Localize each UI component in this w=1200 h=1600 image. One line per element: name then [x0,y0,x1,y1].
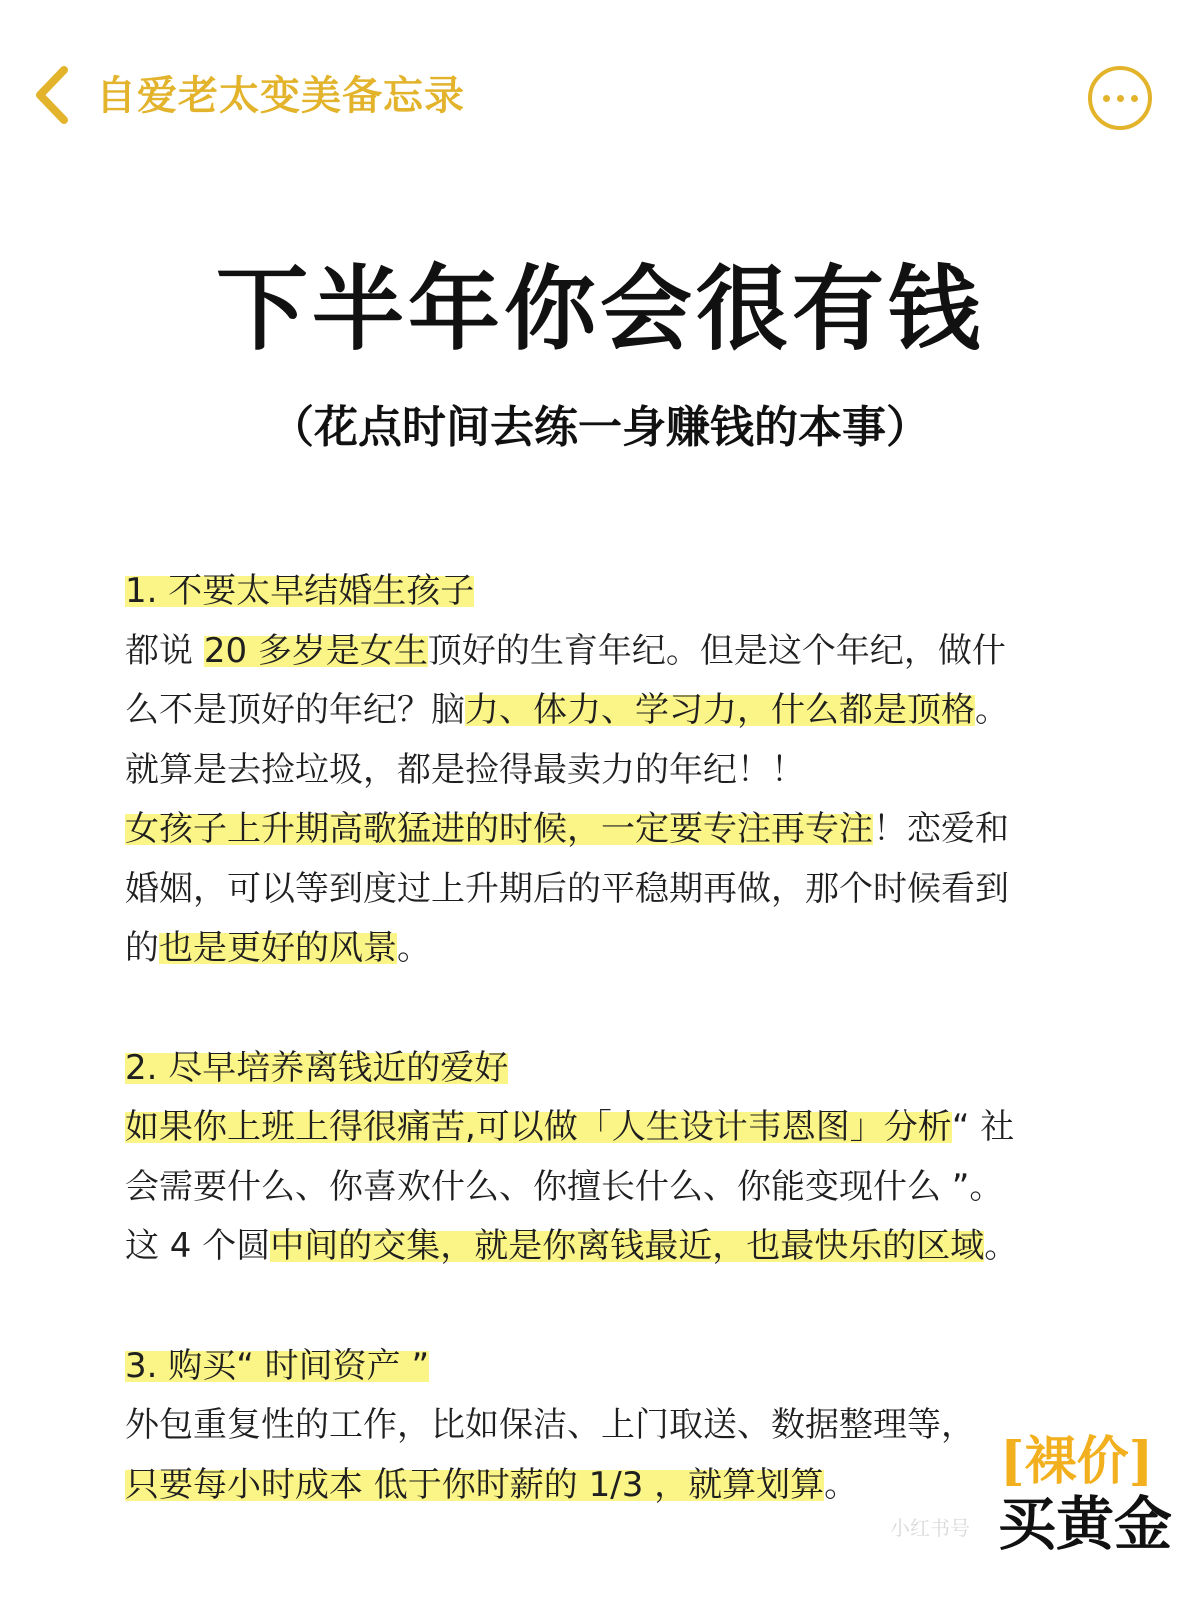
brand-stamp-top: [裸价] [1000,1431,1154,1492]
highlighted-text: 也是更好的风景 [159,928,397,968]
body-line [125,800,1085,860]
highlighted-text: 如果你上班上得很痛苦,可以做「人生设计韦恩图」分析 [125,1107,952,1147]
highlighted-text: 只要每小时成本 低于你时薪的 1/3 ，就算划算 [125,1464,825,1505]
text-run: ！恋爱和 [873,809,1009,849]
body-line [125,1098,1085,1158]
note-title: 自爱老太变美备忘录 [96,73,465,119]
body-line [125,681,1085,741]
text-run: 的 [125,928,159,968]
more-icon-dot [1131,95,1138,102]
heading-text: 3. 购买“ 时间资产 ” [125,1345,430,1386]
text-run: 外包重复性的工作，比如保洁、上门取送、数据整理等， [125,1405,975,1445]
more-icon-dot [1117,95,1124,102]
text-run: 顶好的生育年纪。但是这个年纪，做什 [427,630,1006,671]
text-run: 。 [975,690,1009,730]
text-run: 。 [824,1464,859,1505]
body-line [125,622,1085,682]
section-heading [125,562,1085,622]
text-run: 。 [984,1226,1019,1266]
more-icon [1103,95,1110,102]
section-spacer [125,979,1085,1039]
section-heading [125,1337,1085,1397]
body-line [125,860,1085,920]
page-subtitle: （花点时间去练一身赚钱的本事） [270,402,930,453]
text-run: 会需要什么、你喜欢什么、你擅长什么、你能变现什么 ”。 [125,1166,1004,1207]
text-run: “ 社 [951,1107,1015,1147]
note-body [125,562,1085,1515]
text-run: 婚姻，可以等到度过上升期后的平稳期再做，那个时候看到 [125,868,1009,909]
chevron-left-icon [32,64,72,126]
page-title: 下半年你会很有钱 [215,256,984,363]
body-line [125,1217,1085,1277]
text-run: 这 4 个圆 [125,1226,271,1266]
more-options-button[interactable] [1088,66,1152,130]
highlighted-text: 中间的交集，就是你离钱最近，也最快乐的区域 [270,1226,985,1266]
section-spacer [125,1277,1085,1337]
section-heading [125,1039,1085,1099]
highlighted-text: 力、体力、学习力，什么都是顶格 [465,690,975,730]
body-line [125,741,1085,801]
body-line [125,919,1085,979]
text-run: 么不是顶好的年纪？脑 [125,690,465,730]
top-navigation-bar [0,0,1200,190]
back-button[interactable] [22,60,82,130]
text-run: 就算是去捡垃圾，都是捡得最卖力的年纪！！ [125,749,805,790]
platform-watermark: 小红书号 [890,1516,970,1540]
body-line [125,1158,1085,1218]
highlighted-text: 女孩子上升期高歌猛进的时候，一定要专注再专注 [125,809,873,849]
heading-text: 1. 不要太早结婚生孩子 [125,571,475,611]
brand-stamp-bottom: 买黄金 [998,1490,1173,1558]
highlighted-text: 20 多岁是女生 [203,630,428,671]
text-run: 。 [397,928,431,968]
watermark [880,1430,1180,1590]
heading-text: 2. 尽早培养离钱近的爱好 [125,1047,509,1088]
text-run: 都说 [125,630,204,671]
